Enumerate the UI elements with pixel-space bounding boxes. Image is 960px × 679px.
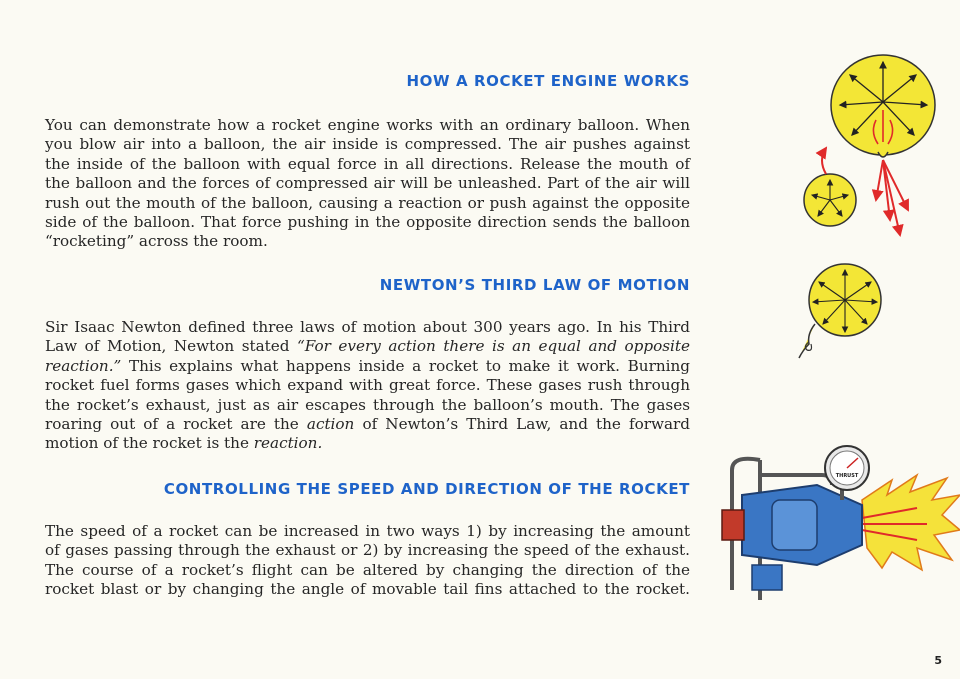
text-line: you blow air into a balloon, the air inside is compressed. The air pushes against — [45, 135, 690, 154]
page-number: 5 — [934, 654, 942, 667]
section-heading-speed-direction: CONTROLLING THE SPEED AND DIRECTION OF THE ROCKET — [163, 480, 690, 498]
small-balloon-icon — [804, 148, 856, 226]
text-line: the rocket’s exhaust, just as air escapes through the balloon’s mouth. The gases — [45, 395, 690, 414]
rocket-engine-illustration — [712, 440, 960, 615]
tied-balloon-illustration — [795, 262, 895, 372]
gauge-label: THRUST — [835, 473, 859, 479]
text-line: rocket fuel forms gases which expand with great force. These gases rush through — [45, 376, 690, 395]
text-run: of Newton’s Third Law, and the forward — [362, 415, 691, 434]
text-line: “rocketing” across the room. — [45, 232, 268, 251]
text-run: This explains what happens inside a rocket to make it work. Burning — [128, 356, 690, 375]
text-line — [45, 415, 690, 434]
text-line — [45, 434, 690, 453]
exhaust-flame-icon — [862, 475, 960, 570]
text-line: the balloon and the forces of compressed air will be unleashed. Part of the air will — [45, 174, 690, 193]
text-line: of gases passing through the exhaust or 2) by increasing the speed of the exhaust. — [45, 541, 690, 560]
engine-body-icon — [722, 485, 862, 590]
newton-quote: “For every action there is an equal and opposite — [297, 337, 690, 356]
escaping-air-arrows-icon — [876, 160, 908, 235]
text-line: rush out the mouth of the balloon, causing a reaction or push against the opposite — [45, 193, 690, 212]
text-run: motion of the rocket is the — [45, 434, 249, 453]
section-heading-newton-law: NEWTON’S THIRD LAW OF MOTION — [379, 276, 690, 294]
paragraph-newton-law — [45, 318, 690, 454]
reaction-word: reaction. — [253, 434, 323, 453]
large-balloon-icon — [831, 55, 935, 157]
text-run: Law of Motion, Newton stated — [45, 337, 290, 356]
action-word: action — [306, 415, 355, 434]
text-line: You can demonstrate how a rocket engine works with an ordinary balloon. When — [45, 116, 690, 134]
balloon-release-illustration — [790, 50, 940, 240]
paragraph-speed-direction — [45, 522, 690, 600]
text-line: Sir Isaac Newton defined three laws of motion about 300 years ago. In his Third — [45, 318, 690, 336]
newton-quote-end: reaction.” — [45, 356, 122, 375]
text-line: The speed of a rocket can be increased in two ways 1) by increasing the amount — [45, 522, 690, 540]
text-line — [45, 357, 690, 376]
text-line — [45, 337, 690, 356]
text-line: side of the balloon. That force pushing in the opposite direction sends the balloon — [45, 213, 690, 232]
text-run: roaring out of a rocket are the — [45, 415, 299, 434]
text-line: rocket blast or by changing the angle of movable tail fins attached to the rocket. — [45, 580, 690, 599]
text-line: The course of a rocket’s flight can be altered by changing the direction of the — [45, 560, 690, 579]
section-heading-rocket-engine: HOW A ROCKET ENGINE WORKS — [406, 72, 690, 90]
text-line: the inside of the balloon with equal force in all directions. Release the mouth of — [45, 154, 690, 173]
paragraph-rocket-engine — [45, 116, 690, 252]
